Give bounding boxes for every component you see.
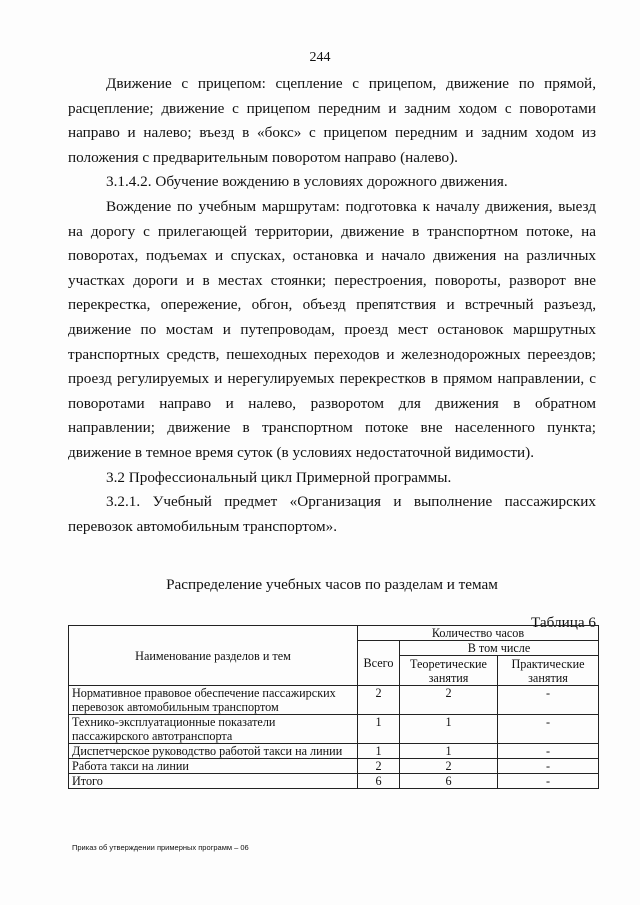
header-including: В том числе: [400, 641, 599, 656]
body-text: [68, 72, 596, 539]
page-number: 244: [309, 50, 331, 65]
table-row: [69, 715, 599, 744]
header-total: Всего: [358, 641, 400, 686]
table-row: [69, 759, 599, 774]
hours-table: [68, 625, 599, 789]
row-theory: 6: [400, 774, 498, 789]
row-practice: -: [498, 744, 599, 759]
row-theory: 1: [400, 744, 498, 759]
paragraph-trailer-driving: Движение с прицепом: сцепление с прицепом, движение по прямой, расцепление; движение с прицепом передним и задним ходом с поворотами направо и налево; въезд в «бокс» с прицепом передним и задним ходом из положения с предварительным поворотом направо (налево).: [68, 75, 596, 166]
footer-note: Приказ об утверждении примерных программ – 06: [72, 843, 249, 852]
row-name: Итого: [69, 774, 358, 789]
header-section-name: Наименование разделов и тем: [69, 626, 358, 686]
paragraph-section-3-2-1: 3.2.1. Учебный предмет «Организация и выполнение пассажирских перевозок автомобильным транспортом».: [68, 493, 596, 535]
row-total: 1: [358, 715, 400, 744]
row-name: Нормативное правовое обеспечение пассажирских перевозок автомобильным транспортом: [69, 686, 358, 715]
row-total: 2: [358, 759, 400, 774]
row-name: Работа такси на линии: [69, 759, 358, 774]
paragraph-route-driving: Вождение по учебным маршрутам: подготовка к началу движения, выезд на дорогу с прилегающей территории, движение в транспортном потоке, на поворотах, подъемах и спусках, остановка и начало движения на различных участках дороги и в местах стоянки; перестроения, повороты, разворот вне перекрестка, опережение, обгон, объезд препятствия и встречный разъезд, движение по мостам и путепроводам, проезд мест остановок маршрутных транспортных средств, пешеходных переходов и железнодорожных переездов; проезд регулируемых и нерегулируемых перекрестков в прямом направлении, с поворотами направо и налево, разворотом для движения в обратном направлении; движение в транспортном потоке вне населенного пункта; движение в темное время суток (в условиях недостаточной видимости).: [68, 197, 596, 461]
row-practice: -: [498, 759, 599, 774]
row-theory: 2: [400, 759, 498, 774]
paragraph-section-3-1-4-2: 3.1.4.2. Обучение вождению в условиях дорожного движения.: [106, 173, 508, 191]
table-title: Распределение учебных часов по разделам и темам: [166, 576, 498, 593]
table-number: Таблица 6: [531, 614, 596, 631]
header-practice: Практические занятия: [498, 656, 599, 686]
row-practice: -: [498, 686, 599, 715]
table-row-total: [69, 774, 599, 789]
table-caption: [68, 576, 596, 632]
row-total: 1: [358, 744, 400, 759]
row-practice: -: [498, 774, 599, 789]
row-total: 2: [358, 686, 400, 715]
row-name: Технико-эксплуатационные показатели пассажирского автотранспорта: [69, 715, 358, 744]
table-row: [69, 686, 599, 715]
row-theory: 2: [400, 686, 498, 715]
row-practice: -: [498, 715, 599, 744]
header-theory: Теоретические занятия: [400, 656, 498, 686]
row-name: Диспетчерское руководство работой такси на линии: [69, 744, 358, 759]
table-row: [69, 744, 599, 759]
row-theory: 1: [400, 715, 498, 744]
row-total: 6: [358, 774, 400, 789]
header-hours: Количество часов: [358, 626, 599, 641]
paragraph-section-3-2: 3.2 Профессиональный цикл Примерной программы.: [106, 468, 452, 486]
